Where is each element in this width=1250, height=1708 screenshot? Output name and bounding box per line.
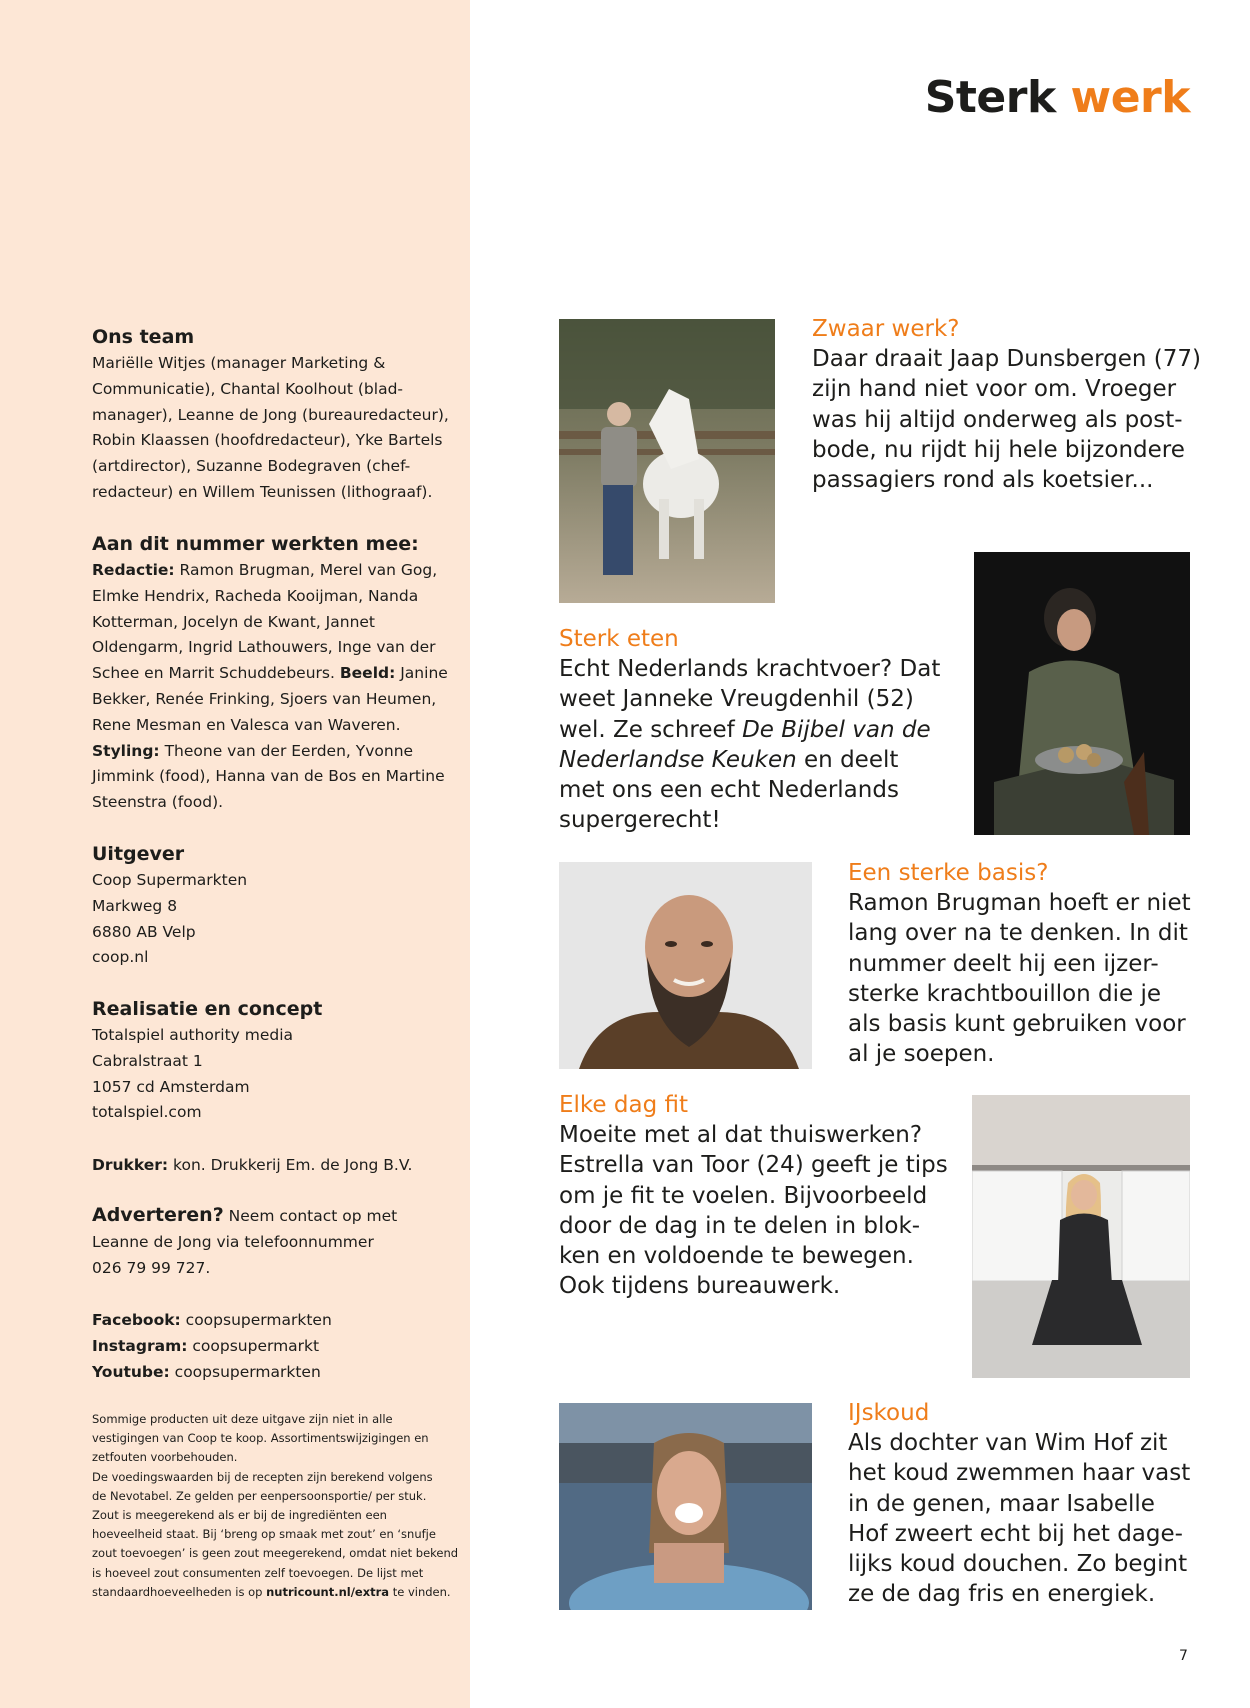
- story-line: lijks koud douchen. Zo begint: [848, 1551, 1188, 1578]
- nutricount-link[interactable]: nutricount.nl/extra: [266, 1584, 390, 1599]
- ads-line: 026 79 99 727.: [92, 1258, 211, 1277]
- concept-block: [92, 997, 472, 1126]
- story-ijskoud: [848, 1398, 1190, 1610]
- disclaimer-line: is hoeveel zout consumenten zelf toevoegen. De lijst met: [92, 1565, 424, 1580]
- publisher-line: Markweg 8: [92, 896, 178, 915]
- team-line: redacteur) en Willem Teunissen (lithograaf).: [92, 482, 433, 501]
- book-title: Nederlandse Keuken: [559, 746, 797, 773]
- photo-coachman-horse: [559, 319, 775, 603]
- contrib-text: Theone van der Eerden, Yvonne: [159, 741, 414, 760]
- story-line: Hof zweert echt bij het dage-: [848, 1520, 1183, 1547]
- publisher-block: [92, 842, 472, 971]
- contrib-line: Rene Mesman en Valesca van Waveren.: [92, 715, 401, 734]
- disclaimer-line: Zout is meegerekend als er bij de ingrediënten een: [92, 1508, 387, 1523]
- story-line: ken en voldoende te bewegen.: [559, 1243, 914, 1270]
- disclaimer-line: hoeveelheid staat. Bij ‘breng op smaak met zout’ en ‘snufje: [92, 1527, 436, 1542]
- youtube-value: coopsupermarkten: [169, 1362, 321, 1381]
- story-line: Moeite met al dat thuiswerken?: [559, 1122, 923, 1148]
- contrib-line: Kotterman, Jocelyn de Kwant, Jannet: [92, 612, 376, 631]
- story-line: nummer deelt hij een ijzer-: [848, 950, 1159, 977]
- story-line: Ook tijdens bureauwerk.: [559, 1273, 841, 1300]
- beeld-label: Beeld:: [339, 664, 396, 683]
- publisher-line: Coop Supermarkten: [92, 871, 248, 889]
- story-line: Als dochter van Wim Hof zit: [848, 1430, 1168, 1456]
- contributors-block: [92, 532, 472, 816]
- publisher-line: coop.nl: [92, 948, 149, 967]
- team-line: manager), Leanne de Jong (bureauredacteur),: [92, 405, 449, 424]
- page-title: [925, 72, 1190, 124]
- disclaimer-line: De voedingswaarden bij de recepten zijn berekend volgens: [92, 1469, 433, 1484]
- concept-line: totalspiel.com: [92, 1103, 202, 1122]
- story-line: door de dag in te delen in blok-: [559, 1212, 921, 1239]
- story-line: Daar draait Jaap Dunsbergen (77): [812, 346, 1202, 372]
- story-line: het koud zwemmen haar vast: [848, 1460, 1191, 1487]
- story-line: passagiers rond als koetsier...: [812, 467, 1154, 494]
- instagram-value: coopsupermarkt: [187, 1336, 320, 1355]
- story-line: al je soepen.: [848, 1041, 995, 1068]
- photo-janneke-vreugdenhil: [974, 552, 1190, 835]
- styling-label: Styling:: [92, 741, 160, 760]
- ads-text: Neem contact op met: [223, 1207, 398, 1225]
- disclaimer-line: Sommige producten uit deze uitgave zijn niet in alle: [92, 1412, 393, 1426]
- instagram-label: Instagram:: [92, 1336, 188, 1355]
- redactie-label: Redactie:: [92, 561, 175, 579]
- story-line: Echt Nederlands krachtvoer? Dat: [559, 656, 941, 682]
- facebook-label: Facebook:: [92, 1311, 181, 1329]
- story-een-sterke-basis: [848, 858, 1191, 1070]
- story-line: Estrella van Toor (24) geeft je tips: [559, 1152, 948, 1179]
- printer-value: kon. Drukkerij Em. de Jong B.V.: [168, 1156, 413, 1174]
- contrib-text: Ramon Brugman, Merel van Gog,: [174, 561, 438, 579]
- title-word-1: Sterk: [924, 72, 1056, 123]
- photo-ramon-brugman: [559, 862, 812, 1069]
- team-line: (artdirector), Suzanne Bodegraven (chef-: [92, 457, 411, 476]
- story-text: wel. Ze schreef: [559, 716, 743, 743]
- story-zwaar-werk: [812, 314, 1201, 495]
- story-line: in de genen, maar Isabelle: [848, 1490, 1155, 1517]
- team-line: Mariëlle Witjes (manager Marketing &: [92, 354, 386, 372]
- youtube-label: Youtube:: [92, 1362, 170, 1381]
- disclaimer-line: de Nevotabel. Ze gelden per eenpersoonsportie/ per stuk.: [92, 1488, 427, 1503]
- story-line: sterke krachtbouillon die je: [848, 980, 1162, 1007]
- team-heading: Ons team: [92, 326, 195, 348]
- story-elke-dag-fit: [559, 1090, 948, 1302]
- story-heading: IJskoud: [848, 1400, 930, 1426]
- story-line: bode, nu rijdt hij hele bijzondere: [812, 436, 1185, 463]
- story-line: supergerecht!: [559, 807, 721, 834]
- facebook-value: coopsupermarkten: [180, 1311, 332, 1329]
- story-heading: Een sterke basis?: [848, 860, 1049, 886]
- concept-heading: Realisatie en concept: [92, 998, 323, 1020]
- story-sterk-eten: [559, 624, 940, 836]
- story-heading: Zwaar werk?: [812, 316, 960, 342]
- team-line: Robin Klaassen (hoofdredacteur), Yke Bartels: [92, 431, 443, 450]
- contrib-text: Janine: [395, 664, 448, 683]
- publisher-heading: Uitgever: [92, 843, 185, 865]
- story-line: zijn hand niet voor om. Vroeger: [812, 376, 1177, 403]
- printer-block: [92, 1153, 472, 1179]
- disclaimer-text: te vinden.: [389, 1584, 451, 1599]
- concept-line: Cabralstraat 1: [92, 1051, 203, 1070]
- contrib-line: Elmke Hendrix, Racheda Kooijman, Nanda: [92, 586, 419, 605]
- disclaimer-text: standaardhoeveelheden is op: [92, 1584, 267, 1599]
- concept-line: Totalspiel authority media: [92, 1026, 294, 1044]
- story-heading: Sterk eten: [559, 626, 679, 652]
- story-line: ze de dag fris en energiek.: [848, 1581, 1156, 1608]
- ads-line: Leanne de Jong via telefoonnummer: [92, 1232, 374, 1251]
- story-heading: Elke dag fit: [559, 1092, 688, 1118]
- disclaimer-block: [92, 1410, 464, 1602]
- story-line: was hij altijd onderweg als post-: [812, 406, 1183, 433]
- socials-block: [92, 1308, 472, 1385]
- story-line: met ons een echt Nederlands: [559, 777, 899, 804]
- story-line: Ramon Brugman hoeft er niet: [848, 890, 1191, 916]
- disclaimer-line: vestigingen van Coop te koop. Assortimentswijzigingen en: [92, 1431, 429, 1446]
- story-text: en deelt: [796, 746, 899, 773]
- contributors-heading: Aan dit nummer werkten mee:: [92, 533, 419, 555]
- disclaimer-line: zetfouten voorbehouden.: [92, 1450, 238, 1465]
- photo-estrella-van-toor: [972, 1095, 1190, 1378]
- book-title: De Bijbel van de: [742, 716, 931, 743]
- team-block: [92, 325, 472, 506]
- story-line: als basis kunt gebruiken voor: [848, 1011, 1186, 1038]
- ads-block: [92, 1203, 472, 1281]
- publisher-line: 6880 AB Velp: [92, 922, 196, 941]
- contrib-text: Schee en Marrit Schuddebeurs.: [92, 664, 340, 683]
- disclaimer-line: zout toevoegen’ is geen zout meegerekend, omdat niet bekend: [92, 1546, 459, 1561]
- page-number: 7: [1179, 1648, 1188, 1664]
- title-word-2: werk: [1070, 72, 1190, 123]
- contrib-line: Jimmink (food), Hanna van de Bos en Martine: [92, 767, 445, 786]
- ads-heading: Adverteren?: [92, 1204, 224, 1226]
- team-line: Communicatie), Chantal Koolhout (blad-: [92, 379, 403, 398]
- story-line: lang over na te denken. In dit: [848, 920, 1188, 947]
- contrib-line: Bekker, Renée Frinking, Sjoers van Heumen,: [92, 689, 437, 708]
- photo-isabelle-hof: [559, 1403, 812, 1610]
- printer-label: Drukker:: [92, 1156, 169, 1174]
- story-line: weet Janneke Vreugdenhil (52): [559, 686, 914, 713]
- contrib-line: Steenstra (food).: [92, 793, 224, 812]
- concept-line: 1057 cd Amsterdam: [92, 1077, 250, 1096]
- contrib-line: Oldengarm, Ingrid Lathouwers, Inge van der: [92, 638, 436, 657]
- story-line: om je fit te voelen. Bijvoorbeeld: [559, 1182, 928, 1209]
